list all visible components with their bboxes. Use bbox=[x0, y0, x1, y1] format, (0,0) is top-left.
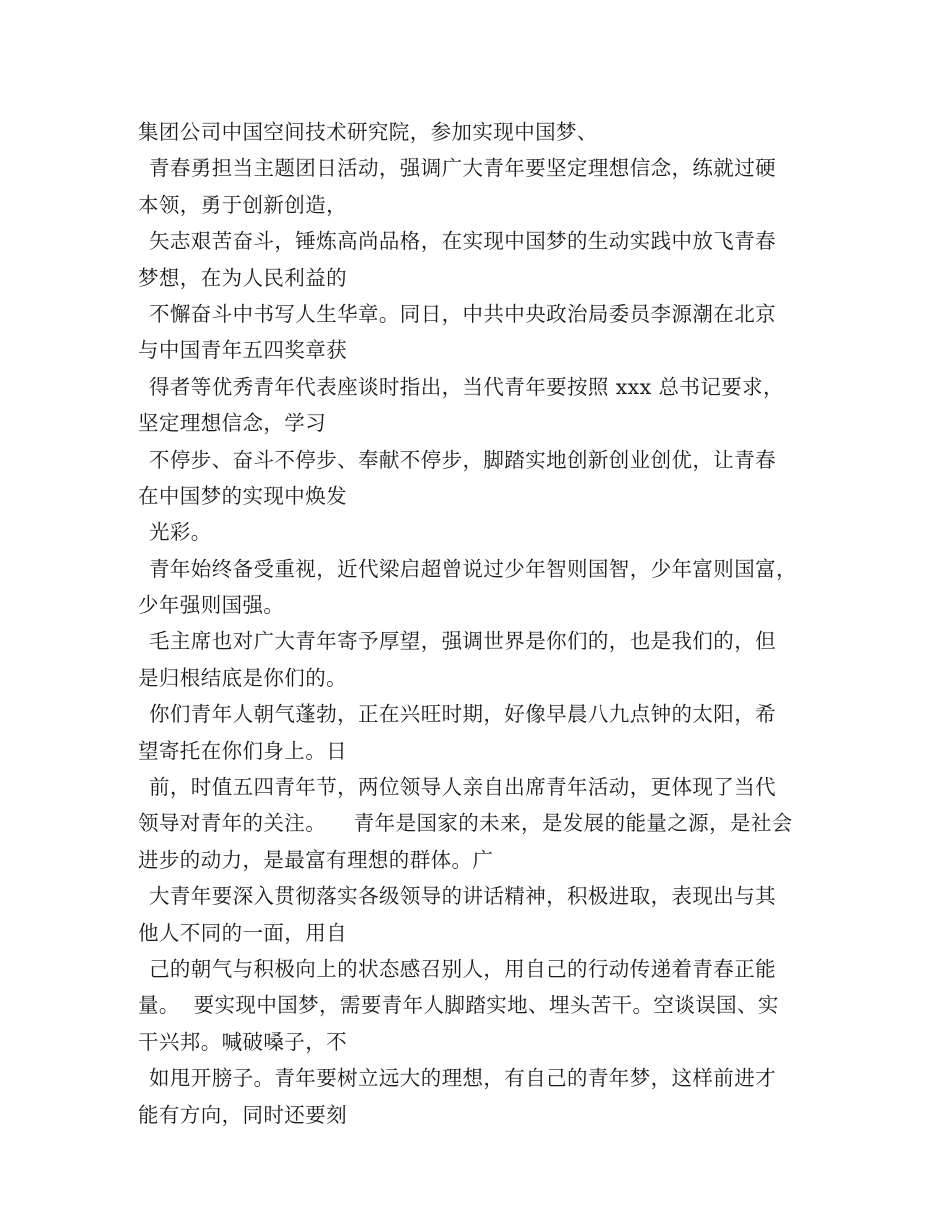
text-line-19: 前，时值五四青年节，两位领导人亲自出席青年活动，更体现了当代 bbox=[149, 775, 776, 800]
text-line-4: 矢志艰苦奋斗，锤炼高尚品格，在实现中国梦的生动实践中放飞青春 bbox=[149, 229, 776, 254]
text-line-10: 不停步、奋斗不停步、奉献不停步，脚踏实地创新创业创优，让青春 bbox=[149, 447, 776, 472]
document-text-body bbox=[138, 114, 828, 1133]
text-line-3: 本领，勇于创新创造， bbox=[138, 192, 347, 217]
text-line-27: 如甩开膀子。青年要树立远大的理想，有自己的青年梦，这样前进才 bbox=[149, 1066, 776, 1091]
text-line-21: 进步的动力，是最富有理想的群体。广 bbox=[138, 847, 494, 872]
text-line-14: 少年强则国强。 bbox=[138, 593, 285, 618]
text-line-24: 己的朝气与积极向上的状态感召别人，用自己的行动传递着青春正能 bbox=[149, 956, 776, 981]
text-line-25: 量。 要实现中国梦，需要青年人脚踏实地、埋头苦干。空谈误国、实 bbox=[138, 993, 779, 1018]
text-line-11: 在中国梦的实现中焕发 bbox=[138, 483, 347, 508]
text-line-1: 集团公司中国空间技术研究院，参加实现中国梦、 bbox=[138, 120, 598, 144]
text-line-15: 毛主席也对广大青年寄予厚望，强调世界是你们的，也是我们的，但 bbox=[149, 629, 776, 654]
text-line-28: 能有方向，同时还要刻 bbox=[138, 1102, 347, 1127]
text-line-23: 他人不同的一面，用自 bbox=[138, 920, 347, 945]
text-line-20: 领导对青年的关注。 青年是国家的未来，是发展的能量之源，是社会 bbox=[138, 811, 793, 836]
text-line-18: 望寄托在你们身上。日 bbox=[138, 738, 347, 763]
text-line-17: 你们青年人朝气蓬勃，正在兴旺时期，好像早晨八九点钟的太阳，希 bbox=[149, 702, 776, 727]
text-line-7: 与中国青年五四奖章获 bbox=[138, 338, 347, 363]
text-line-26: 干兴邦。喊破嗓子，不 bbox=[138, 1029, 347, 1054]
text-line-5: 梦想，在为人民利益的 bbox=[138, 265, 347, 290]
text-line-12: 光彩。 bbox=[149, 520, 212, 545]
text-line-13: 青年始终备受重视，近代梁启超曾说过少年智则国智，少年富则国富， bbox=[149, 556, 797, 581]
text-line-2: 青春勇担当主题团日活动，强调广大青年要坚定理想信念，练就过硬 bbox=[149, 156, 776, 181]
text-line-6: 不懈奋斗中书写人生华章。同日，中共中央政治局委员李源潮在北京 bbox=[149, 301, 776, 326]
text-line-8: 得者等优秀青年代表座谈时指出，当代青年要按照 xxx 总书记要求， bbox=[149, 374, 784, 399]
text-line-16: 是归根结底是你们的。 bbox=[138, 665, 347, 690]
text-line-22: 大青年要深入贯彻落实各级领导的讲话精神，积极进取，表现出与其 bbox=[149, 884, 776, 909]
text-line-9: 坚定理想信念，学习 bbox=[138, 411, 327, 436]
